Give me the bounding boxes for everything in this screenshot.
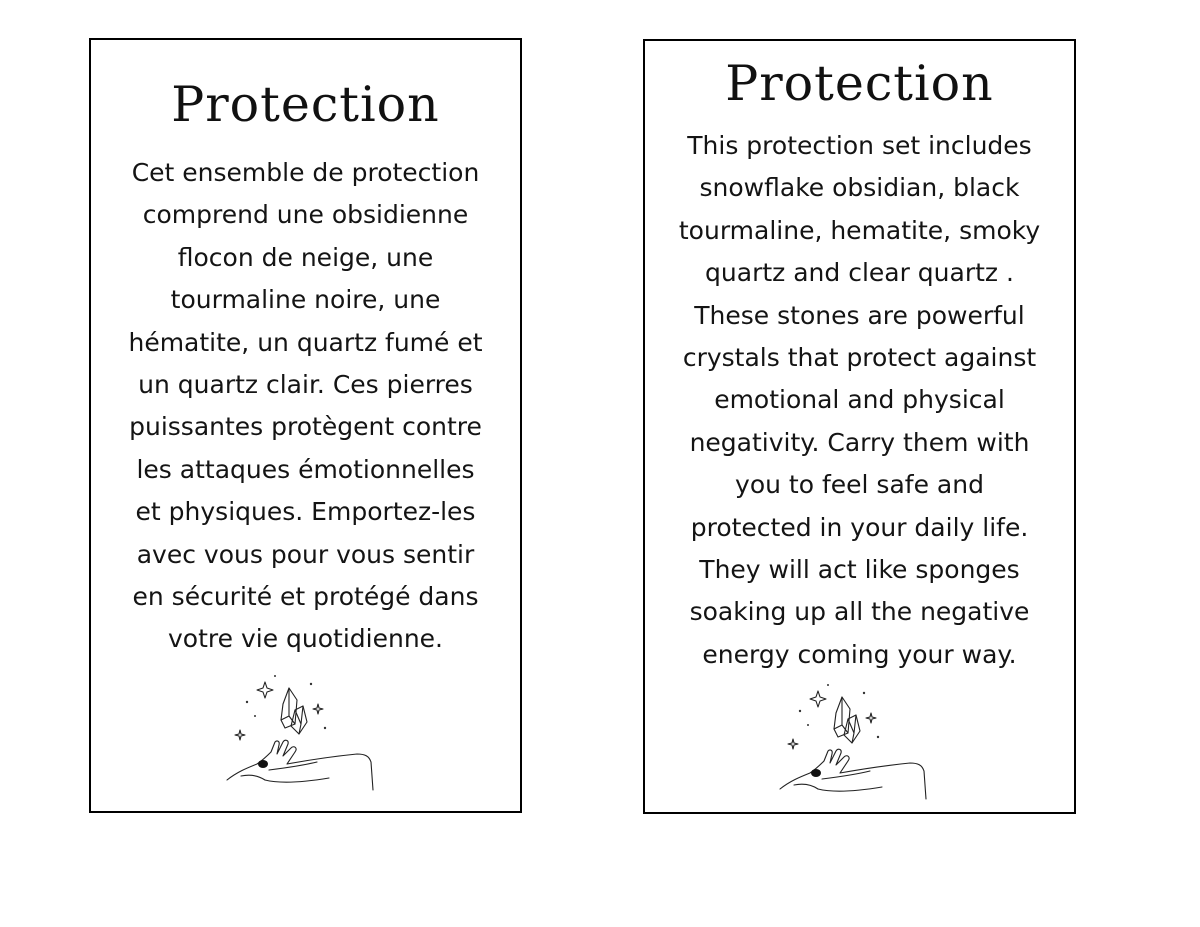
card-title: Protection [725, 55, 994, 112]
protection-card-english [643, 39, 1076, 814]
hand-holding-crystals-icon [778, 681, 948, 801]
card-description: This protection set includes snowflake obsidian, black tourmaline, hematite, smoky quartz and clear quartz . These stones are powerful crystals that protect against emotional and physical negativity. Carry them with you to feel safe and protected in your daily life. They will act like sponges soaking up all the negative energy coming your way. [678, 131, 1041, 669]
card-title: Protection [171, 76, 440, 133]
protection-card-french [89, 38, 522, 813]
hand-holding-crystals-icon [225, 672, 395, 792]
card-description: Cet ensemble de protection comprend une obsidienne flocon de neige, une tourmaline noire, une hématite, un quartz fumé et un quartz clair. Ces pierres puissantes protègent contre les attaques émotionnelles et physiques. Emportez-les avec vous pour vous sentir en sécurité et protégé dans votre vie quotidienne. [128, 158, 483, 654]
